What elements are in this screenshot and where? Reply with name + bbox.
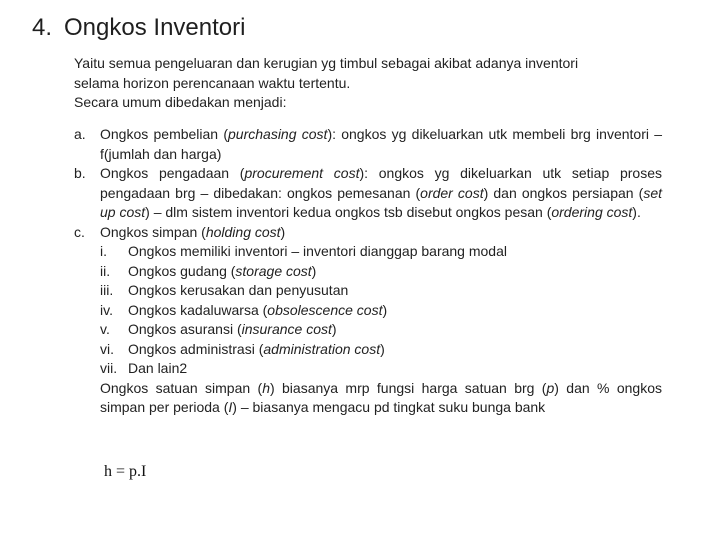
term-set-up-cost: set up cost	[100, 184, 663, 220]
title-text: Ongkos Inventori	[64, 14, 246, 41]
list-item-c	[74, 223, 662, 418]
list-item-b	[74, 164, 662, 223]
list-item-a	[74, 125, 662, 164]
sub-item-ii: ii. Ongkos gudang (storage cost)	[100, 262, 317, 279]
sub-item-iv: iv. Ongkos kadaluwarsa (obsolescence cost)	[100, 301, 388, 318]
item-marker: c.	[74, 223, 85, 240]
term-procurement-cost: procurement cost	[244, 165, 360, 181]
sub-item-iii: iii. Ongkos kerusakan dan penyusutan	[100, 282, 349, 298]
intro-line-3: Secara umum dibedakan menjadi:	[74, 94, 287, 110]
term-holding-cost: holding cost	[205, 223, 281, 240]
item-body	[100, 223, 662, 418]
intro-line-1: Yaitu semua pengeluaran dan kerugian yg timbul sebagai akibat adanya inventori	[74, 55, 579, 71]
sub-item-vi: vi. Ongkos administrasi (administration cost)	[100, 340, 385, 357]
intro-paragraph	[74, 54, 674, 113]
formula-holding-cost: h = p.I	[104, 463, 147, 480]
slide-title	[32, 14, 245, 42]
sub-item-i: i. Ongkos memiliki inventori – inventori dianggap barang modal	[100, 243, 507, 259]
item-body: Ongkos pengadaan (procurement cost): ongkos yg dikeluarkan utk setiap proses pengadaan brg – dibedakan: ongkos pemesanan (order cost) dan ongkos persiapan (set up cost) – dlm sistem inventori kedua ongkos tsb disebut ongkos pesan (ordering cost).	[100, 165, 663, 220]
sub-item-v: v. Ongkos asuransi (insurance cost)	[100, 321, 337, 337]
intro-line-2: selama horizon perencanaan waktu tertentu.	[74, 74, 351, 91]
sub-item-vii: vii. Dan lain2	[100, 360, 188, 376]
term-order-cost: order cost	[420, 184, 484, 201]
item-marker: a.	[74, 126, 86, 142]
item-body: Ongkos pembelian (purchasing cost): ongkos yg dikeluarkan utk membeli brg inventori – f(jumlah dan harga)	[100, 126, 663, 162]
title-number: 4.	[32, 14, 53, 41]
cost-list	[74, 125, 662, 418]
holding-cost-note: Ongkos satuan simpan (h) biasanya mrp fungsi harga satuan brg (p) dan % ongkos simpan per perioda (I) – biasanya mengacu pd tingkat suku bunga bank	[100, 379, 662, 415]
item-marker: b.	[74, 165, 86, 181]
item-c-heading: Ongkos simpan (holding cost)	[100, 223, 286, 240]
term-ordering-cost: ordering cost	[551, 204, 633, 220]
term-purchasing-cost: purchasing cost	[228, 126, 328, 142]
